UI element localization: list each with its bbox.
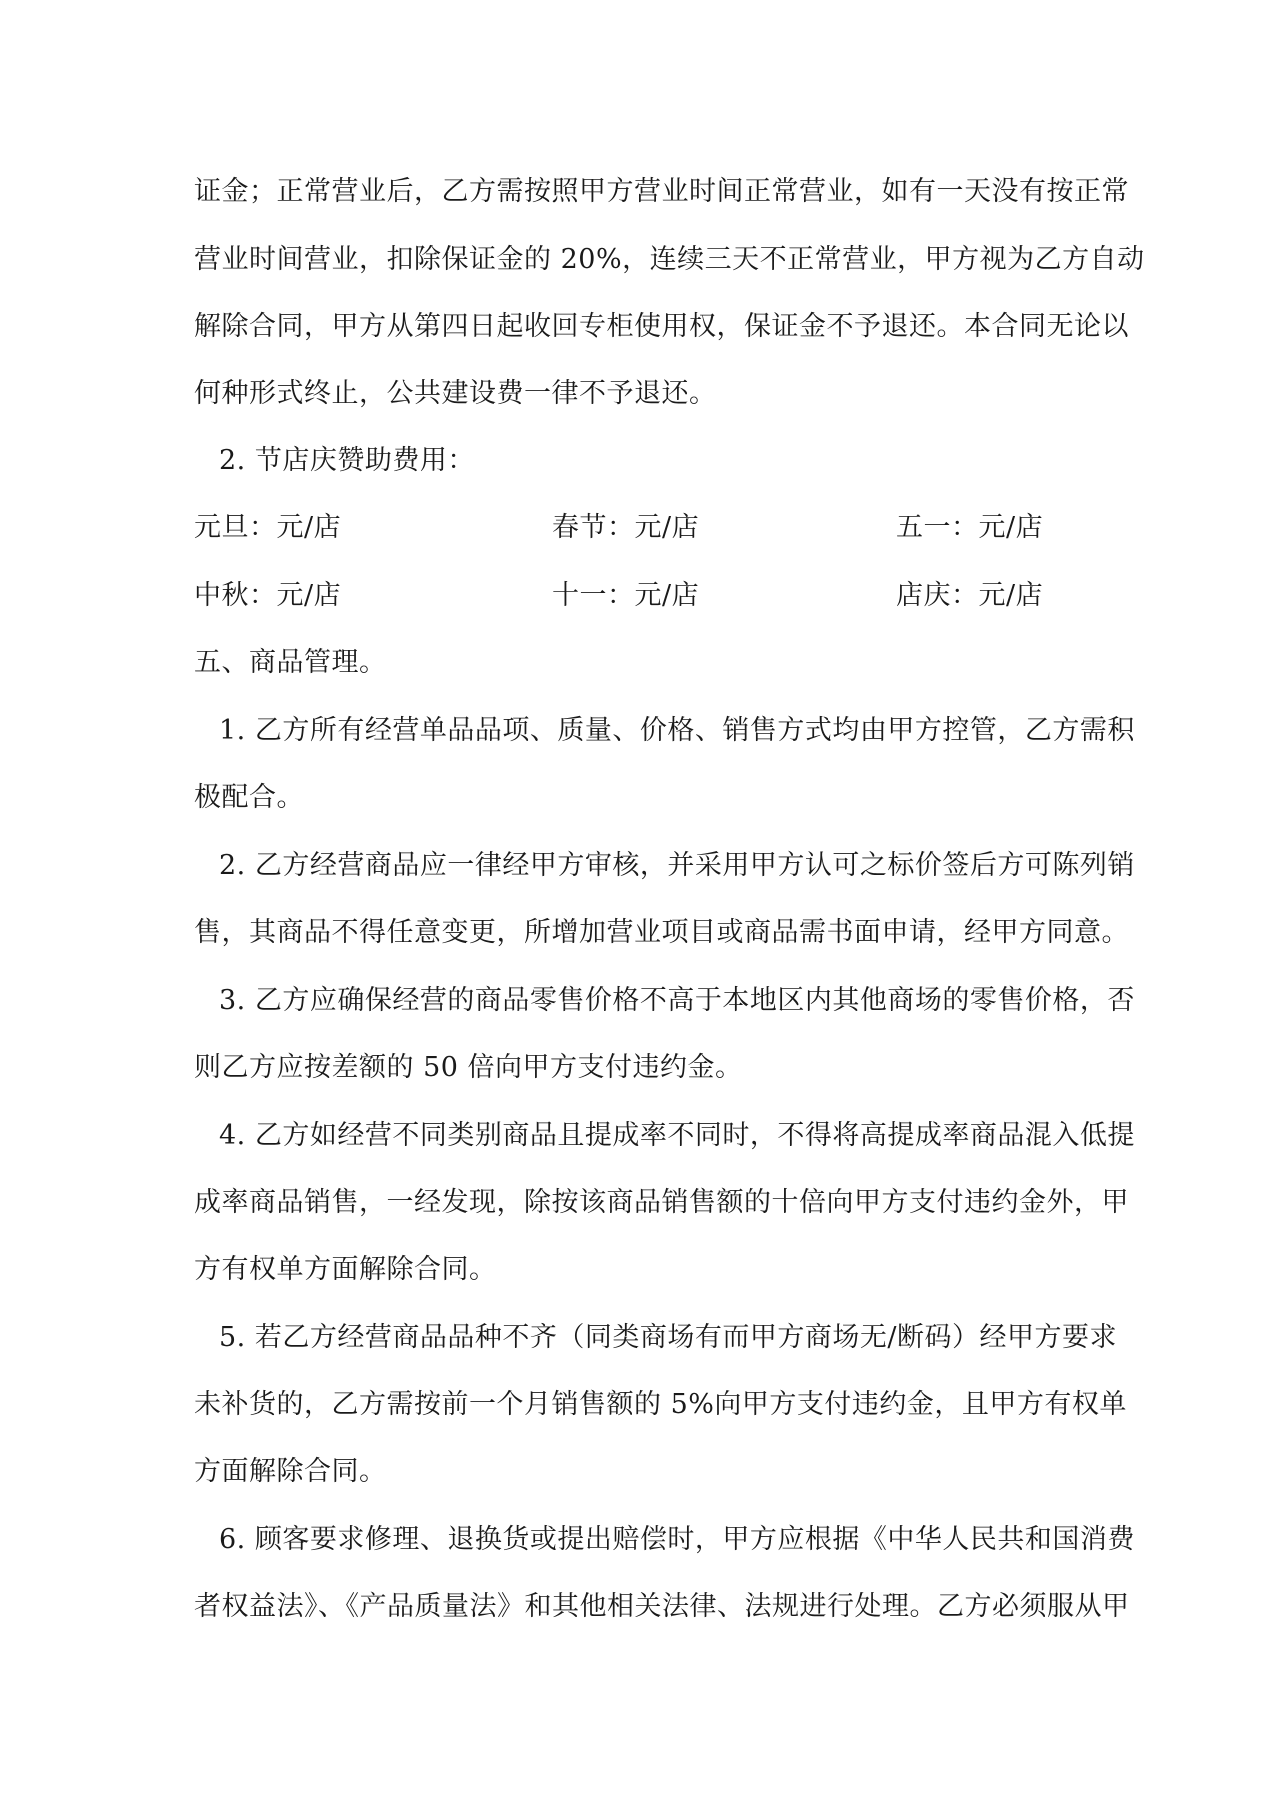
list-item-line: 未补货的，乙方需按前一个月销售额的 5%向甲方支付违约金，且甲方有权单 xyxy=(194,1389,1127,1420)
paragraph-line: 营业时间营业，扣除保证金的 20%，连续三天不正常营业，甲方视为乙方自动 xyxy=(194,244,1145,275)
list-item-line: 6. 顾客要求修理、退换货或提出赔偿时，甲方应根据《中华人民共和国消费 xyxy=(219,1524,1135,1555)
holiday-fee-cell: 店庆：元/店 xyxy=(896,580,1044,611)
holiday-fee-cell: 五一：元/店 xyxy=(896,512,1044,543)
list-item-line: 极配合。 xyxy=(194,782,304,813)
list-item-line: 成率商品销售，一经发现，除按该商品销售额的十倍向甲方支付违约金外，甲 xyxy=(194,1187,1129,1218)
list-item-line: 则乙方应按差额的 50 倍向甲方支付违约金。 xyxy=(194,1052,743,1083)
list-item-line: 5. 若乙方经营商品品种不齐（同类商场有而甲方商场无/断码）经甲方要求 xyxy=(219,1322,1117,1353)
section-title: 五、商品管理。 xyxy=(194,647,387,678)
holiday-fee-cell: 春节：元/店 xyxy=(552,512,700,543)
list-item-line: 1. 乙方所有经营单品品项、质量、价格、销售方式均由甲方控管，乙方需积 xyxy=(219,715,1135,746)
holiday-fee-cell: 十一：元/店 xyxy=(552,580,700,611)
paragraph-line: 何种形式终止，公共建设费一律不予退还。 xyxy=(194,378,717,409)
paragraph-line: 证金；正常营业后，乙方需按照甲方营业时间正常营业，如有一天没有按正常 xyxy=(194,176,1129,207)
paragraph-line: 解除合同，甲方从第四日起收回专柜使用权，保证金不予退还。本合同无论以 xyxy=(194,311,1129,342)
list-item-line: 3. 乙方应确保经营的商品零售价格不高于本地区内其他商场的零售价格，否 xyxy=(219,985,1135,1016)
list-item-line: 方面解除合同。 xyxy=(194,1456,387,1487)
list-item-line: 方有权单方面解除合同。 xyxy=(194,1254,497,1285)
holiday-fee-cell: 中秋：元/店 xyxy=(194,580,342,611)
list-item-line: 2. 乙方经营商品应一律经甲方审核，并采用甲方认可之标价签后方可陈列销 xyxy=(219,850,1135,881)
list-item-line: 者权益法》、《产品质量法》和其他相关法律、法规进行处理。乙方必须服从甲 xyxy=(194,1591,1130,1622)
list-item-line: 4. 乙方如经营不同类别商品且提成率不同时，不得将高提成率商品混入低提 xyxy=(219,1120,1135,1151)
list-item-line: 售，其商品不得任意变更，所增加营业项目或商品需书面申请，经甲方同意。 xyxy=(194,917,1129,948)
holiday-fee-cell: 元旦：元/店 xyxy=(194,512,342,543)
item-heading: 2. 节店庆赞助费用： xyxy=(219,445,475,476)
